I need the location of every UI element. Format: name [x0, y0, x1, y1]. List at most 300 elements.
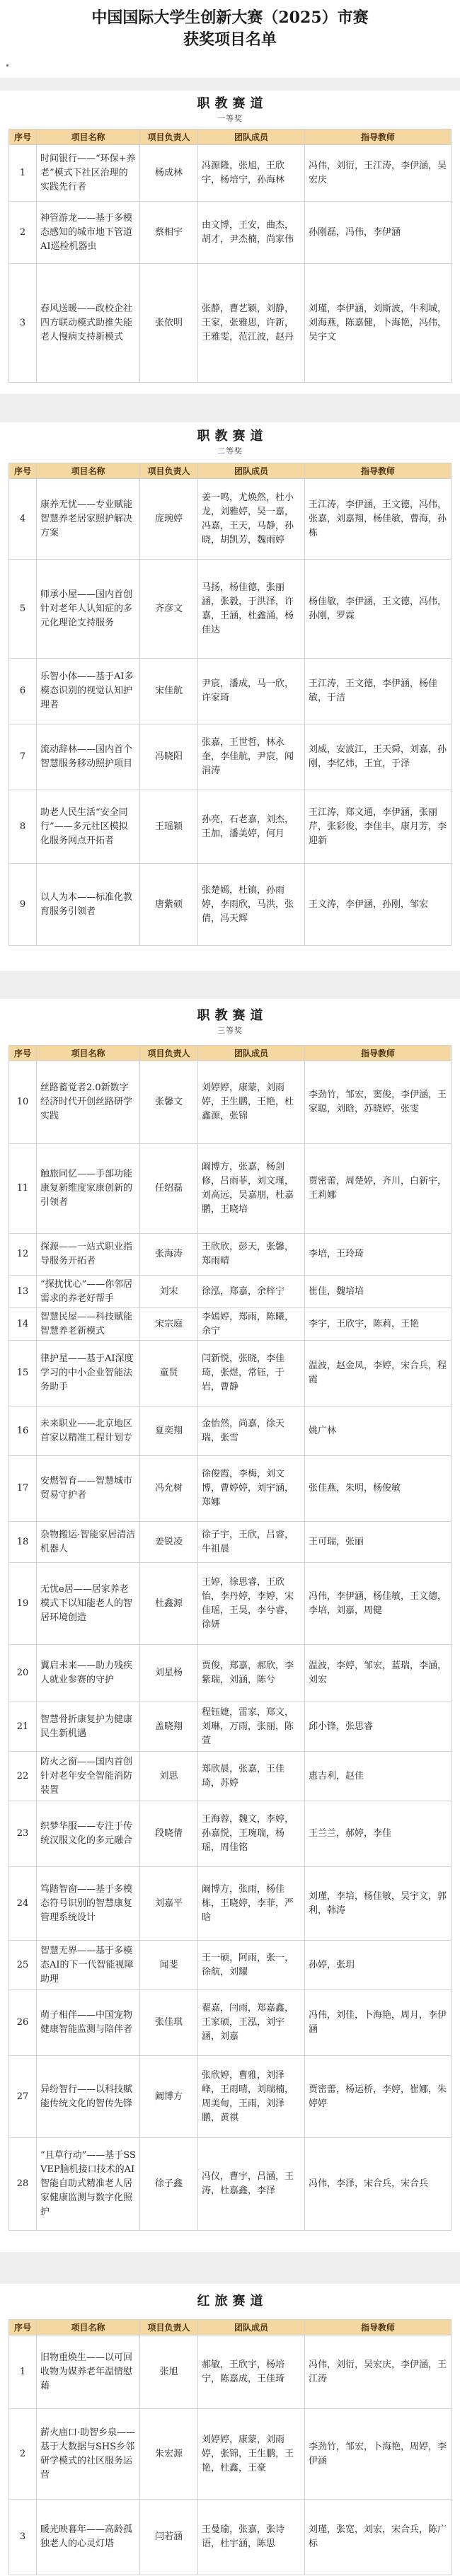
- column-header-label: 团队成员: [234, 1048, 268, 1058]
- project-name-cell: [37, 2056, 140, 2137]
- section-heading: [8, 2284, 452, 2319]
- serial-number-cell: [9, 2500, 37, 2575]
- project-leader-cell: [140, 1752, 198, 1801]
- team-members-cell: [198, 1941, 305, 1989]
- project-name-cell: [37, 2335, 140, 2408]
- project-leader-text: 盖晓翔: [154, 1721, 183, 1732]
- team-members-cell: [198, 1144, 305, 1233]
- project-name-cell: [37, 264, 140, 382]
- team-members-cell: [198, 1752, 305, 1801]
- advisor-teachers-text: 冯伟，李泽，宋合兵，宋合兵: [309, 2178, 429, 2189]
- column-header-project-leader: [140, 1046, 198, 1061]
- advisor-teachers-cell: [305, 1752, 452, 1801]
- project-name-text: 薪火庙口·助智乡泉——基于大数据与SHS乡邻研学模式的社区服务运营: [40, 2427, 136, 2480]
- serial-number-text: 10: [16, 1097, 29, 1107]
- award-row: [9, 1990, 452, 2056]
- project-name-text: 触旅同忆——手部功能康复新维度家康创新的引领者: [40, 1169, 133, 1208]
- award-row: [9, 560, 452, 659]
- column-header-project-name: [37, 463, 140, 478]
- serial-number-cell: [9, 1276, 37, 1307]
- project-leader-text: 朱宏源: [154, 2448, 183, 2459]
- project-leader-text: 齐彦文: [154, 603, 183, 614]
- serial-number-text: 2: [19, 2448, 26, 2459]
- project-leader-text: 刘宋: [159, 1286, 178, 1297]
- project-leader-text: 段晓倩: [154, 1828, 183, 1839]
- serial-number-cell: [9, 1941, 37, 1989]
- project-name-cell: [37, 1702, 140, 1751]
- advisor-teachers-cell: [305, 864, 452, 945]
- document-title-block: [0, 0, 460, 78]
- serial-number-cell: [9, 659, 37, 724]
- team-members-cell: [198, 1563, 305, 1644]
- section-bottom-spacer: [8, 946, 452, 971]
- advisor-teachers-text: 冯伟，李伊涵，杨佳敏，王文德，李培，刘嘉，周健: [309, 1590, 447, 1616]
- award-row: [9, 1645, 452, 1702]
- serial-number-text: 24: [16, 1898, 29, 1909]
- column-header-project-leader: [140, 463, 198, 478]
- column-header-label: 指导教师: [360, 466, 395, 476]
- project-name-cell: [37, 1645, 140, 1702]
- project-leader-cell: [140, 1522, 198, 1562]
- project-name-cell: [37, 724, 140, 790]
- serial-number-text: 7: [19, 751, 26, 762]
- project-name-cell: [37, 1867, 140, 1940]
- project-leader-cell: [140, 1645, 198, 1702]
- project-name-cell: [37, 2500, 140, 2575]
- team-members-cell: [198, 2056, 305, 2137]
- serial-number-cell: [9, 790, 37, 863]
- team-members-text: 金怡然，尚嘉，徐天瑞，张雪: [202, 1418, 285, 1443]
- project-name-text: 笃踏智窗——基于多模态符号识别的智慧康复管理系统设计: [40, 1883, 133, 1923]
- team-members-text: 郑欣晨，张嘉，王佳琦，苏婷: [202, 1763, 285, 1789]
- team-members-text: 徐子宇，王欣，吕睿，牛祖晨: [202, 1529, 294, 1554]
- serial-number-cell: [9, 724, 37, 790]
- team-members-text: 孙亮，石老嘉，刘杰，王加，潘美婷，何月: [202, 814, 294, 839]
- advisor-teachers-text: 李宇，王欣宇，陈莉，王艳: [309, 1318, 420, 1329]
- team-members-text: 冯仪，曹宇，吕涵，王涛，杜嘉鑫，李泽: [202, 2171, 294, 2196]
- advisor-teachers-text: 李劲竹，邹宏，卜海艳，周婷，李伊涵: [309, 2441, 447, 2466]
- project-leader-cell: [140, 2138, 198, 2230]
- team-members-text: 由文博，王安，曲杰，胡才，尹杰楠，尚家伟: [202, 219, 294, 245]
- team-members-text: 徐俊霞，李梅，刘文博，曹婷婷，刘宇涵，郑娜: [202, 1469, 294, 1508]
- project-leader-cell: [140, 1801, 198, 1866]
- project-leader-text: 刘嘉平: [154, 1898, 183, 1909]
- serial-number-cell: [9, 1752, 37, 1801]
- advisor-teachers-cell: [305, 145, 452, 201]
- column-header-label: 团队成员: [234, 132, 268, 142]
- project-name-text: 助老人民生活“安全同行”——多元社区模拟化服务网点开拓者: [40, 807, 128, 846]
- project-leader-text: 闫若涵: [154, 2531, 183, 2542]
- advisor-teachers-text: 李劲竹，邹宏，窦俊，李伊涵，王家聪，刘晗，苏晓婷，张雯: [309, 1090, 447, 1114]
- project-name-text: 律护星——基于AI深度学习的中小企业智能法务助手: [40, 1353, 134, 1392]
- project-name-cell: [37, 1144, 140, 1233]
- team-members-cell: [198, 1801, 305, 1866]
- serial-number-cell: [9, 479, 37, 559]
- project-leader-cell: [140, 1990, 198, 2055]
- advisor-teachers-cell: [305, 264, 452, 382]
- serial-number-text: 9: [19, 899, 26, 910]
- serial-number-text: 20: [16, 1668, 29, 1678]
- project-leader-text: 宋佳航: [154, 686, 183, 696]
- project-name-cell: [37, 1522, 140, 1562]
- section-vocational-first-prize: [0, 91, 460, 394]
- serial-number-cell: [9, 1563, 37, 1644]
- team-members-text: 刘婷婷，康蒙，刘雨婷，王生鹏，王艳，杜鑫源，张锦: [202, 1082, 294, 1121]
- decorative-dot-icon: [6, 64, 8, 67]
- track-title: 职教赛道: [197, 96, 268, 111]
- advisor-teachers-cell: [305, 1522, 452, 1562]
- advisor-teachers-cell: [305, 2138, 452, 2230]
- project-name-text: 神管游龙——基于多模态感知的城市地下管道AI巡检机器虫: [40, 212, 133, 252]
- team-members-text: 程钰婕，雷家，郑文，刘琳，万雨，张丽，陈萱: [202, 1706, 294, 1746]
- column-header-label: 项目负责人: [147, 2322, 190, 2333]
- serial-number-cell: [9, 2335, 37, 2408]
- project-leader-cell: [140, 1234, 198, 1275]
- team-members-text: 阚博方，张雨，杨佳栋，王晓婷，李菲，严晗: [202, 1883, 294, 1923]
- team-members-cell: [198, 2335, 305, 2408]
- team-members-text: 贾俊，郑嘉，郝欣，李紫瑞，刘涵，陈兮: [202, 1660, 294, 1685]
- award-row: [9, 1308, 452, 1341]
- project-name-text: 乐智小体——基于AI多模态识别的视觉认知护理者: [40, 671, 134, 710]
- project-name-cell: [37, 1234, 140, 1275]
- serial-number-text: 2: [19, 226, 26, 238]
- project-name-cell: [37, 1801, 140, 1866]
- serial-number-text: 19: [16, 1598, 29, 1609]
- award-row: [9, 1702, 452, 1752]
- team-members-cell: [198, 1234, 305, 1275]
- award-row: [9, 1276, 452, 1308]
- award-row: [9, 1341, 452, 1407]
- serial-number-cell: [9, 1702, 37, 1751]
- team-members-cell: [198, 864, 305, 945]
- advisor-teachers-text: 孙刚磊，冯伟，李伊涵: [309, 226, 401, 238]
- award-table: [8, 1045, 452, 2231]
- project-name-text: 无忧e居——居家养老模式下以知能老人的智居环境创造: [40, 1583, 133, 1623]
- advisor-teachers-cell: [305, 2409, 452, 2499]
- team-members-cell: [198, 1867, 305, 1940]
- serial-number-text: 22: [16, 1770, 29, 1781]
- serial-number-cell: [9, 2409, 37, 2499]
- award-row: [9, 1407, 452, 1456]
- column-header-label: 指导教师: [360, 2322, 395, 2333]
- project-leader-text: 庞琬婷: [154, 513, 183, 524]
- section-divider: [0, 394, 460, 422]
- advisor-teachers-cell: [305, 2500, 452, 2575]
- project-leader-text: 杨成林: [154, 167, 183, 178]
- advisor-teachers-cell: [305, 202, 452, 263]
- document-title: 中国国际大学生创新大赛（2025）市赛: [91, 8, 369, 27]
- serial-number-text: 14: [16, 1318, 29, 1329]
- advisor-teachers-cell: [305, 1990, 452, 2055]
- advisor-teachers-text: 王江涛，郑文通，李伊涵，张丽芹，张彩俊，李佳丰，康月芳，李迎新: [309, 807, 447, 846]
- team-members-cell: [198, 2409, 305, 2499]
- advisor-teachers-cell: [305, 1563, 452, 1644]
- serial-number-cell: [9, 1341, 37, 1406]
- advisor-teachers-text: 王江涛，王文德，李伊涵，杨佳敏，于洁: [309, 678, 438, 703]
- column-header-label: 项目名称: [71, 132, 105, 142]
- team-members-cell: [198, 1645, 305, 1702]
- advisor-teachers-cell: [305, 2056, 452, 2137]
- column-header-project-name: [37, 2320, 140, 2335]
- section-divider: [0, 78, 460, 91]
- serial-number-cell: [9, 1990, 37, 2055]
- advisor-teachers-text: 刘瑾，李伊涵，刘斯波，牛利城，刘海燕，陈嘉健，卜海艳，冯伟，吴宇文: [309, 303, 447, 342]
- award-row: [9, 1144, 452, 1234]
- column-header-label: 序号: [13, 2322, 31, 2333]
- section-vocational-third-prize: [0, 999, 460, 2252]
- advisor-teachers-text: 张佳燕，朱明，杨俊敏: [309, 1483, 401, 1494]
- award-row: [9, 1061, 452, 1144]
- column-header-team-members: [198, 2320, 305, 2335]
- column-header-advisor-teachers: [305, 2320, 452, 2335]
- project-leader-text: 王瑶颖: [154, 821, 183, 832]
- project-leader-cell: [140, 1456, 198, 1521]
- team-members-text: 王海蓉，魏文，李婷，孙嘉悦，王琬瑞，杨瑶，周佳铭: [202, 1814, 294, 1853]
- team-members-cell: [198, 724, 305, 790]
- advisor-teachers-cell: [305, 560, 452, 658]
- advisor-teachers-cell: [305, 479, 452, 559]
- award-row: [9, 1456, 452, 1522]
- prize-level: 三等奖: [217, 1026, 243, 1035]
- project-leader-text: 刘星杨: [154, 1668, 183, 1678]
- project-leader-cell: [140, 264, 198, 382]
- project-leader-cell: [140, 724, 198, 790]
- project-leader-cell: [140, 145, 198, 201]
- award-row: [9, 202, 452, 264]
- project-leader-text: 阚博方: [154, 2091, 183, 2102]
- track-title: 职教赛道: [197, 1008, 268, 1023]
- team-members-text: 王一硕，阿雨，张一，徐航，刘耀: [202, 1952, 294, 1977]
- award-row: [9, 2056, 452, 2138]
- team-members-cell: [198, 145, 305, 201]
- project-name-text: 丝路蓄觉者2.0新数字经济时代开创丝路研学实践: [40, 1082, 133, 1121]
- serial-number-cell: [9, 1061, 37, 1143]
- advisor-teachers-text: 王文涛，李伊涵，孙刚，邹宏: [309, 899, 429, 910]
- project-name-cell: [37, 202, 140, 263]
- project-leader-text: 杜鑫源: [154, 1598, 183, 1609]
- project-name-text: 防火之窗——国内首创针对老年安全智能消防装置: [40, 1756, 133, 1796]
- award-table: [8, 129, 452, 383]
- advisor-teachers-text: 邱小锋，张思睿: [309, 1721, 374, 1732]
- project-name-cell: [37, 1456, 140, 1521]
- column-header-advisor-teachers: [305, 129, 452, 144]
- column-header-team-members: [198, 1046, 305, 1061]
- project-name-text: 智慧民屋——科技赋能智慧养老新模式: [40, 1311, 133, 1336]
- team-members-cell: [198, 790, 305, 863]
- project-leader-cell: [140, 1702, 198, 1751]
- advisor-teachers-text: 冯伟，刘衍，王江涛，李伊涵，吴宏庆: [309, 160, 447, 185]
- project-name-text: 织梦华服——专注于传统汉服文化的多元融合: [40, 1821, 133, 1846]
- award-row: [9, 1801, 452, 1867]
- advisor-teachers-text: 王兰兰，郝婷，李佳: [309, 1828, 392, 1839]
- advisor-teachers-cell: [305, 2335, 452, 2408]
- team-members-text: 马扬，杨佳德，张丽涵，张毅，于洪泽，许嘉，王涵，杜鑫涌，杨佳达: [202, 582, 294, 635]
- award-row: [9, 790, 452, 864]
- section-heading: [8, 999, 452, 1045]
- project-leader-cell: [140, 202, 198, 263]
- advisor-teachers-text: 王江涛，李伊涵，王文德，冯伟，张嘉，刘嘉翔，杨佳敏，曹海，孙栋: [309, 499, 447, 538]
- project-leader-text: 刘思: [159, 1770, 178, 1781]
- team-members-text: 阚博方，张嘉，杨剑修，吕雨菲，刘文瑾，刘高远，吴嘉朋，杜嘉鹏，王晓培: [202, 1162, 294, 1215]
- project-leader-text: 唐紫硕: [154, 899, 183, 910]
- project-leader-cell: [140, 659, 198, 724]
- project-name-text: 康养无忧——专业赋能智慧养老居家照护解决方案: [40, 499, 133, 538]
- award-row: [9, 145, 452, 202]
- column-header-serial-number: [9, 129, 37, 144]
- project-name-text: 春风送暖——政校企社四方联动模式助推失能老人慢病支持新模式: [40, 303, 133, 342]
- advisor-teachers-cell: [305, 724, 452, 790]
- column-header-team-members: [198, 463, 305, 478]
- team-members-text: 冯源隆，张旭，王欣宇，杨培宁，孙海林: [202, 160, 285, 185]
- project-leader-cell: [140, 864, 198, 945]
- serial-number-cell: [9, 145, 37, 201]
- column-header-label: 项目负责人: [147, 132, 190, 142]
- team-members-cell: [198, 2500, 305, 2575]
- team-members-cell: [198, 659, 305, 724]
- team-members-text: 张欣婷，曹雅，刘泽峰，王雨晴，刘瑞楠，周美甸，王雨，刘泽鹏，黄祺: [202, 2069, 294, 2123]
- serial-number-text: 18: [16, 1536, 29, 1547]
- project-name-text: “探扰忧心”——你邻居需求的养老好帮手: [40, 1278, 133, 1304]
- advisor-teachers-text: 温波，李婷，邹宏，蓝瑞，李涵，刘宏: [309, 1660, 447, 1685]
- serial-number-text: 26: [16, 2017, 29, 2028]
- advisor-teachers-text: 刘瑾，李培，杨佳敏，吴宇文，郭利，韩涛: [309, 1890, 447, 1916]
- project-leader-text: 徐子鑫: [154, 2178, 183, 2189]
- advisor-teachers-cell: [305, 1941, 452, 1989]
- serial-number-cell: [9, 1867, 37, 1940]
- award-row: [9, 1522, 452, 1563]
- project-name-cell: [37, 1563, 140, 1644]
- advisor-teachers-cell: [305, 1308, 452, 1340]
- track-title: 红旅赛道: [197, 2294, 268, 2309]
- project-leader-text: 冯晓阳: [154, 751, 183, 762]
- advisor-teachers-cell: [305, 1061, 452, 1143]
- project-leader-cell: [140, 1276, 198, 1307]
- advisor-teachers-cell: [305, 790, 452, 863]
- project-leader-text: 夏奕翔: [154, 1425, 183, 1436]
- award-row: [9, 864, 452, 946]
- advisor-teachers-cell: [305, 659, 452, 724]
- section-heading: [8, 91, 452, 129]
- award-row: [9, 1941, 452, 1990]
- team-members-text: 姜一鸣，尤焕然，杜小龙，刘雅婷，吴一嘉，冯嘉，王天，马静，孙晓，胡凯芳，魏雨婷: [202, 492, 294, 545]
- team-members-text: 徐泓，郑嘉，余梓宁: [202, 1286, 285, 1297]
- serial-number-cell: [9, 864, 37, 945]
- serial-number-text: 28: [16, 2178, 29, 2189]
- team-members-text: 尹宸，潘成，马一欣，许家琦: [202, 678, 294, 703]
- project-leader-text: 宋宗庭: [154, 1318, 183, 1329]
- team-members-cell: [198, 202, 305, 263]
- serial-number-cell: [9, 1144, 37, 1233]
- project-name-cell: [37, 145, 140, 201]
- column-header-label: 团队成员: [234, 2322, 268, 2333]
- advisor-teachers-text: 刘瑾，张宽，刘宏，宋合兵，陈广标: [309, 2524, 447, 2549]
- advisor-teachers-cell: [305, 1341, 452, 1406]
- team-members-text: 张楚嫣，杜镇，孙雨婷，李雨欣，马洪，张倩，冯天辉: [202, 884, 294, 924]
- serial-number-text: 3: [19, 317, 26, 328]
- advisor-teachers-text: 李培，王玲琦: [309, 1249, 364, 1259]
- project-leader-cell: [140, 2056, 198, 2137]
- project-name-cell: [37, 479, 140, 559]
- section-bottom-spacer: [8, 2231, 452, 2252]
- project-leader-text: 张依明: [154, 317, 183, 328]
- project-name-text: 师承小屋——国内首创针对老年人认知症的多元化理论支持服务: [40, 589, 133, 628]
- project-name-text: 智慧无界——基于多模态AI的下一代智能视障助理: [40, 1945, 134, 1985]
- team-members-cell: [198, 1061, 305, 1143]
- project-leader-cell: [140, 1341, 198, 1406]
- team-members-text: 王曼瑜，张嘉，张诗语，杜宇涵，陈思: [202, 2524, 285, 2549]
- advisor-teachers-text: 冯伟，刘佳，卜海艳，周月，李伊涵: [309, 2010, 447, 2035]
- serial-number-cell: [9, 1456, 37, 1521]
- project-name-text: 翼启未来——助力残疾人就业参赛的守护: [40, 1660, 133, 1685]
- project-name-cell: [37, 2409, 140, 2499]
- project-leader-text: 姜锐凌: [154, 1536, 183, 1547]
- project-name-cell: [37, 1061, 140, 1143]
- award-row: [9, 1752, 452, 1801]
- team-members-cell: [198, 479, 305, 559]
- project-leader-text: 冯允树: [154, 1483, 183, 1494]
- project-name-text: 异纷智行——以科技赋能传统文化的智传先锋: [40, 2084, 133, 2109]
- serial-number-text: 5: [19, 603, 26, 614]
- document-subtitle: 获奖项目名单: [183, 30, 277, 49]
- column-header-label: 项目负责人: [147, 1048, 190, 1058]
- column-header-label: 序号: [13, 132, 31, 142]
- advisor-teachers-cell: [305, 1801, 452, 1866]
- project-name-cell: [37, 790, 140, 863]
- column-header-project-leader: [140, 129, 198, 144]
- award-table: [8, 463, 452, 946]
- column-header-label: 团队成员: [234, 466, 268, 476]
- column-header-serial-number: [9, 463, 37, 478]
- award-row: [9, 659, 452, 724]
- column-header-serial-number: [9, 1046, 37, 1061]
- advisor-teachers-cell: [305, 1867, 452, 1940]
- advisor-teachers-text: 温波，赵金凤，李婷，宋合兵，程霞: [309, 1361, 447, 1385]
- advisor-teachers-text: 贾密蕾，杨运桥，李婷，崔娜，朱婷婷: [309, 2084, 447, 2109]
- project-name-text: 探源——一站式职业指导服务开拓者: [40, 1242, 133, 1266]
- table-header-row: [9, 2320, 452, 2335]
- advisor-teachers-text: 王可瑞，张丽: [309, 1536, 364, 1547]
- column-header-label: 指导教师: [360, 132, 395, 142]
- advisor-teachers-text: 姚广林: [309, 1425, 337, 1436]
- serial-number-cell: [9, 1645, 37, 1702]
- project-name-text: 流动辞林——国内首个智慧服务移动照护项目: [40, 744, 133, 769]
- award-table: [8, 2319, 452, 2575]
- serial-number-text: 27: [16, 2091, 29, 2102]
- column-header-project-name: [37, 129, 140, 144]
- project-leader-text: 张馨文: [154, 1097, 183, 1107]
- serial-number-cell: [9, 264, 37, 382]
- team-members-text: 闫新悦，张晓，李佳琦，张煜，常钰，于岩，曹静: [202, 1353, 285, 1392]
- project-leader-cell: [140, 1941, 198, 1989]
- project-name-cell: [37, 2138, 140, 2230]
- column-header-label: 项目负责人: [147, 466, 190, 476]
- serial-number-cell: [9, 1407, 37, 1455]
- project-name-text: 未来职业——北京地区首家以精准工程计划专: [40, 1418, 133, 1443]
- team-members-cell: [198, 1702, 305, 1751]
- prize-level: 一等奖: [217, 113, 243, 123]
- project-leader-cell: [140, 790, 198, 863]
- award-row: [9, 2500, 452, 2575]
- team-members-text: 翟嘉，闫雨，郑嘉鑫，王家硕，王泓，刘宇涵，刘嘉: [202, 2003, 294, 2042]
- project-name-cell: [37, 560, 140, 658]
- advisor-teachers-text: 杨佳敏，李伊涵，王文德，冯伟，孙刚，罗霖: [309, 596, 447, 621]
- project-leader-cell: [140, 1144, 198, 1233]
- column-header-label: 指导教师: [360, 1048, 395, 1058]
- advisor-teachers-cell: [305, 1702, 452, 1751]
- project-name-text: “且草行动”——基于SSVEP脑机接口技术的AI智能自助式精准老人居家健康监测与数字化照护: [40, 2150, 136, 2217]
- team-members-cell: [198, 1341, 305, 1406]
- project-leader-text: 张海涛: [154, 1249, 183, 1259]
